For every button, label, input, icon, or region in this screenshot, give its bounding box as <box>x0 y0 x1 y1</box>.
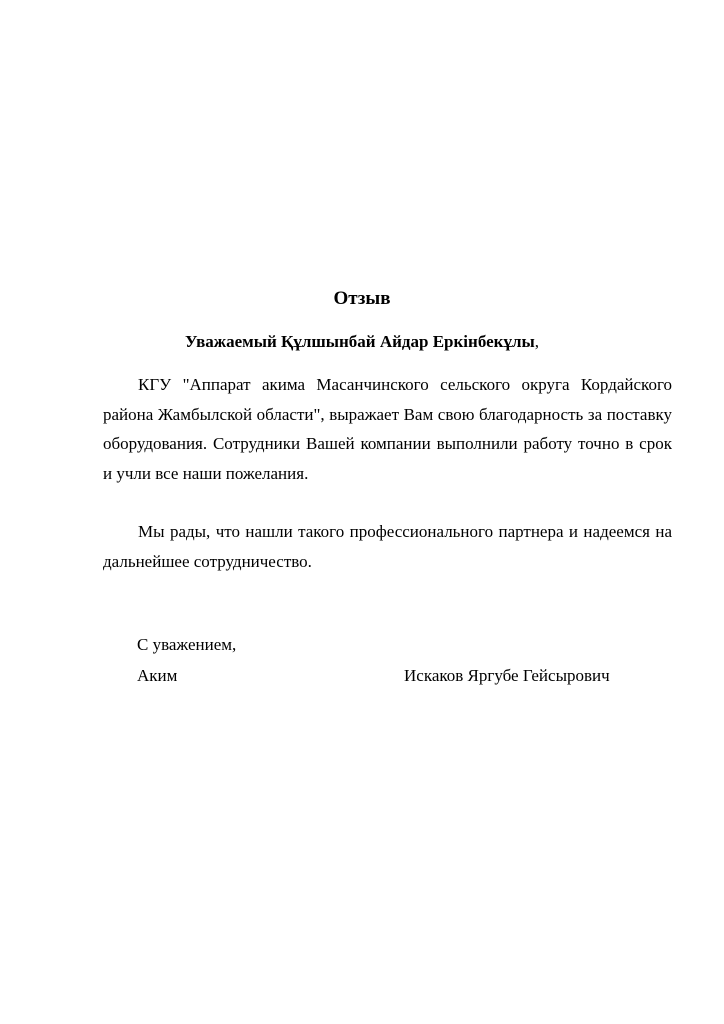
body-paragraph-gratitude: КГУ "Аппарат акима Масанчинского сельского округа Кордайского района Жамбылской области", выражает Вам свою благодарность за поставку оборудования. Сотрудники Вашей компании выполнили работу точно в срок и учли все наши пожелания. <box>103 375 672 483</box>
greeting-comma: , <box>534 332 540 351</box>
addressee-name: Уважаемый Құлшынбай Айдар Еркінбекұлы <box>184 332 535 351</box>
signer-name: Искаков Яргубе Гейсырович <box>404 666 610 685</box>
body-paragraph-partnership: Мы рады, что нашли такого профессионального партнера и надеемся на дальнейшее сотрудничество. <box>103 522 672 571</box>
document-title: Отзыв <box>333 288 391 309</box>
signer-position: Аким <box>137 666 178 685</box>
closing-phrase: С уважением, <box>137 635 237 654</box>
greeting-line <box>0 332 724 352</box>
